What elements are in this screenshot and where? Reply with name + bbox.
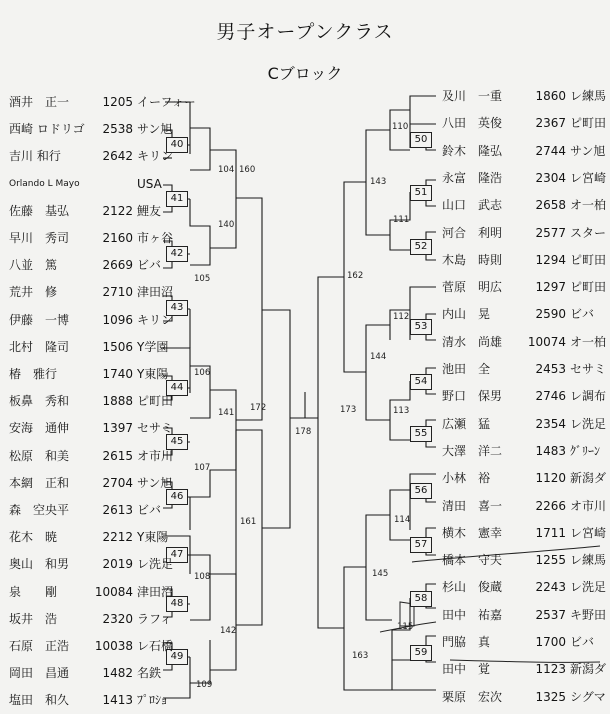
player-rating: 2710 — [102, 285, 133, 300]
match-label: 107 — [194, 463, 211, 473]
match-label: 160 — [239, 165, 256, 175]
player-club: オ市川 — [570, 498, 607, 513]
player-rating: 1482 — [102, 666, 133, 681]
player-name: 池田 全 — [442, 362, 491, 376]
match-box: 48 — [166, 596, 188, 612]
player-name: Orlando L Mayo — [9, 178, 80, 189]
player-rating: 1860 — [535, 89, 566, 103]
player-name: 松原 和美 — [9, 448, 70, 463]
player-name: 奥山 和男 — [9, 557, 70, 572]
player-rating: 2642 — [102, 149, 133, 164]
player-club: ピ町田 — [137, 394, 174, 409]
player-name: 野口 保男 — [442, 389, 503, 404]
match-box: 54 — [410, 374, 432, 390]
player-rating: 1205 — [102, 95, 133, 109]
player-name: 石原 正浩 — [9, 639, 70, 653]
player-rating: 2669 — [102, 258, 133, 273]
player-name: 田中 覚 — [442, 662, 491, 677]
player-club: 鯉友 — [137, 203, 162, 218]
player-club: ピ町田 — [570, 116, 607, 131]
player-rating: 2367 — [535, 116, 566, 131]
player-name: 八並 篤 — [9, 258, 58, 273]
player-rating: 2590 — [535, 307, 566, 322]
player-name: 及川 一重 — [442, 89, 503, 103]
player-name: 泉 剛 — [9, 584, 58, 599]
player-club: Y東陽 — [137, 530, 169, 545]
player-rating: 2354 — [535, 416, 566, 431]
match-box: 49 — [166, 649, 188, 665]
player-rating: 2746 — [535, 389, 566, 404]
player-name: 安海 通伸 — [9, 421, 70, 436]
player-club: ラフィ — [137, 611, 173, 626]
player-name: 山口 武志 — [442, 198, 503, 213]
match-label: 105 — [194, 274, 211, 284]
player-club: 津田沼 — [137, 285, 174, 300]
player-name: 河合 利明 — [442, 225, 503, 240]
page-title: 男子オープンクラス — [216, 21, 394, 43]
player-rating: 1096 — [102, 312, 133, 327]
player-name: 森 空央平 — [9, 503, 70, 517]
player-club: セサミ — [137, 421, 174, 436]
player-name: 本網 正和 — [9, 475, 70, 490]
player-name: 椿 雅行 — [9, 367, 58, 381]
player-rating: 1120 — [535, 471, 566, 486]
player-rating: 2243 — [535, 580, 566, 595]
match-label: 144 — [370, 352, 387, 362]
player-name: 栗原 宏次 — [442, 689, 503, 704]
player-rating: 2160 — [102, 231, 133, 245]
player-name: 小林 裕 — [442, 471, 491, 486]
match-box: 46 — [166, 489, 188, 505]
player-club: レ練馬 — [570, 89, 607, 103]
player-club: レ調布 — [570, 389, 607, 404]
player-name: 橋本 守夫 — [442, 553, 503, 568]
player-club: ｸﾞﾘｰﾝ — [570, 443, 601, 458]
player-club: ビバ — [570, 635, 595, 649]
player-rating: 1888 — [102, 394, 133, 409]
match-box: 52 — [410, 239, 432, 255]
player-club: キ野田 — [570, 607, 607, 622]
player-club: レ洗足 — [570, 416, 607, 431]
player-name: 木島 時則 — [442, 252, 503, 267]
player-club: Y学園 — [137, 339, 169, 354]
player-name: 広瀬 猛 — [442, 416, 491, 431]
match-label: 143 — [370, 177, 387, 187]
player-club: サン旭 — [137, 475, 173, 490]
player-name: 板鼻 秀和 — [9, 394, 70, 409]
player-rating: 2744 — [535, 143, 566, 158]
player-club: オ市川 — [137, 448, 174, 463]
player-club: 津田沼 — [137, 584, 174, 599]
player-rating: 1506 — [102, 339, 133, 354]
player-rating: 2304 — [535, 170, 566, 185]
player-club: USA — [137, 176, 162, 191]
player-club: オ一柏 — [570, 198, 607, 213]
player-rating: 2122 — [102, 203, 133, 218]
player-club: レ宮崎 — [570, 525, 607, 540]
player-name: 鈴木 隆弘 — [442, 143, 503, 158]
player-club: レ洗足 — [570, 580, 607, 595]
match-box: 40 — [166, 137, 188, 153]
player-name: 清田 喜一 — [442, 498, 503, 513]
player-rating: 1123 — [535, 662, 566, 677]
player-name: 伊藤 一博 — [9, 312, 70, 327]
match-label: 109 — [196, 680, 213, 690]
match-box: 57 — [410, 537, 432, 553]
match-box: 42 — [166, 246, 188, 262]
player-rating: 2019 — [102, 557, 133, 572]
player-name: 杉山 俊蔵 — [442, 580, 503, 595]
player-name: 内山 晃 — [442, 307, 491, 322]
player-name: 酒井 正一 — [9, 95, 70, 109]
match-label: 162 — [347, 271, 364, 281]
player-name: 永富 隆浩 — [442, 170, 503, 185]
player-rating: 2577 — [535, 225, 566, 240]
match-box: 41 — [166, 191, 188, 207]
match-label: 161 — [240, 517, 257, 527]
player-club: シグマ — [570, 689, 606, 704]
player-club: サン旭 — [137, 122, 173, 137]
player-rating: 10074 — [527, 334, 566, 349]
player-rating: 1413 — [102, 693, 133, 708]
match-label: 178 — [295, 427, 312, 437]
player-rating: 2613 — [102, 503, 133, 517]
match-label: 145 — [372, 569, 389, 579]
match-label: 113 — [393, 406, 410, 416]
player-club: ピ町田 — [570, 280, 607, 295]
match-box: 55 — [410, 426, 432, 442]
player-club: ピ町田 — [570, 252, 607, 267]
player-rating: 2266 — [535, 498, 566, 513]
player-rating: 2704 — [102, 475, 133, 490]
match-box: 51 — [410, 185, 432, 201]
match-box: 43 — [166, 300, 188, 316]
match-label: 140 — [218, 220, 235, 230]
match-label: 141 — [218, 408, 235, 418]
match-box: 56 — [410, 483, 432, 499]
player-club: イーフォー — [137, 95, 196, 109]
player-name: 清水 尚雄 — [442, 334, 503, 349]
player-club: 新潟ダ — [570, 662, 607, 677]
player-club: セサミ — [570, 362, 607, 376]
match-label: 106 — [194, 368, 211, 378]
player-rating: 2453 — [535, 362, 566, 376]
match-label: 115 — [397, 622, 414, 632]
player-name: 吉川 和行 — [9, 149, 61, 164]
player-name: 門脇 真 — [442, 635, 491, 649]
match-box: 45 — [166, 434, 188, 450]
match-box: 47 — [166, 547, 188, 563]
player-rating: 2615 — [102, 448, 133, 463]
match-box: 59 — [410, 645, 432, 661]
match-box: 44 — [166, 380, 188, 396]
player-club: 市ヶ谷 — [137, 231, 174, 245]
player-name: 塩田 和久 — [9, 693, 70, 708]
player-club: ビバ — [137, 503, 162, 517]
player-rating: 1740 — [102, 367, 133, 381]
match-label: 163 — [352, 651, 369, 661]
player-rating: 1325 — [535, 689, 566, 704]
player-club: スター — [570, 225, 607, 240]
player-club: Y東陽 — [137, 367, 169, 381]
player-name: 西崎 ロドリゴ — [9, 122, 85, 137]
match-label: 173 — [340, 405, 357, 415]
player-rating: 1294 — [535, 252, 566, 267]
match-label: 108 — [194, 572, 211, 582]
player-rating: 2538 — [102, 122, 133, 137]
player-name: 坂井 浩 — [9, 611, 58, 626]
match-label: 172 — [250, 403, 267, 413]
player-rating: 1255 — [535, 553, 566, 568]
player-rating: 1297 — [535, 280, 566, 295]
player-rating: 2537 — [535, 607, 566, 622]
player-rating: 2212 — [102, 530, 133, 545]
player-club: キリン — [137, 149, 174, 164]
player-club: レ洗足 — [137, 557, 174, 572]
match-label: 114 — [394, 515, 411, 525]
player-name: 横木 憲幸 — [442, 525, 503, 540]
player-club: レ宮崎 — [570, 170, 607, 185]
match-box: 58 — [410, 591, 432, 607]
match-label: 104 — [218, 165, 235, 175]
player-club: 名鉄 — [137, 666, 162, 681]
player-club: オ一柏 — [570, 334, 607, 349]
match-box: 50 — [410, 132, 432, 148]
match-label: 142 — [220, 626, 237, 636]
player-name: 北村 隆司 — [9, 339, 70, 354]
player-name: 大澤 洋二 — [442, 443, 503, 458]
block-subtitle: Cブロック — [267, 64, 343, 83]
player-club: 新潟ダ — [570, 471, 607, 486]
player-name: 荒井 修 — [9, 285, 58, 300]
player-name: 早川 秀司 — [9, 231, 70, 245]
match-label: 111 — [393, 215, 410, 225]
match-label: 112 — [393, 312, 410, 322]
player-club: ビバ — [137, 258, 162, 273]
player-club: ﾌﾟﾛｼｮ — [137, 693, 168, 708]
player-rating: 2658 — [535, 198, 566, 213]
player-club: レ石橋 — [137, 639, 174, 653]
player-name: 八田 英俊 — [442, 116, 503, 131]
player-rating: 1700 — [535, 635, 566, 649]
player-name: 田中 祐嘉 — [442, 607, 503, 622]
player-rating: 2320 — [102, 611, 133, 626]
player-club: レ練馬 — [570, 553, 607, 568]
player-club: ビバ — [570, 307, 595, 322]
player-rating: 10084 — [94, 584, 133, 599]
player-club: キリン — [137, 312, 174, 327]
player-name: 菅原 明広 — [442, 280, 503, 295]
player-rating: 10038 — [94, 639, 133, 653]
match-label: 110 — [392, 122, 409, 132]
player-rating: 1397 — [102, 421, 133, 436]
player-name: 岡田 昌通 — [9, 666, 70, 681]
player-rating: 1483 — [535, 443, 566, 458]
player-club: サン旭 — [570, 143, 606, 158]
match-box: 53 — [410, 319, 432, 335]
player-name: 花木 暁 — [9, 530, 58, 545]
player-rating: 1711 — [535, 525, 566, 540]
player-name: 佐藤 基弘 — [9, 203, 70, 218]
